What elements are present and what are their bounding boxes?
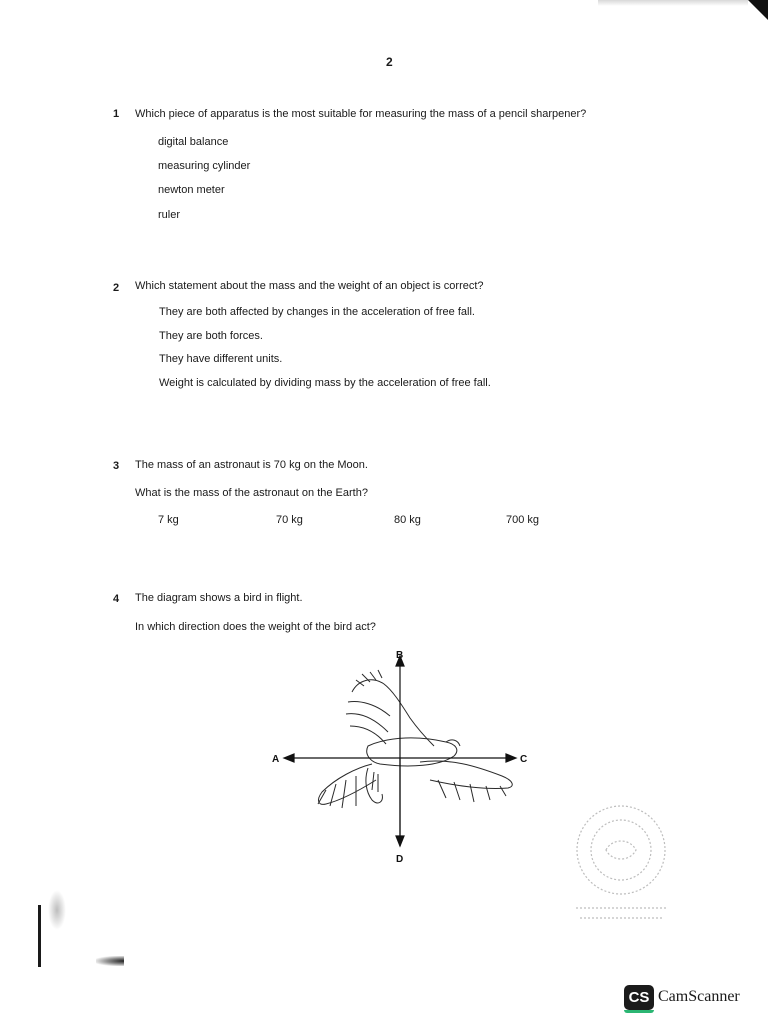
question-1-option: measuring cylinder — [158, 160, 251, 172]
question-2-number: 2 — [113, 282, 120, 294]
question-1-option: ruler — [158, 209, 181, 221]
question-1-text: Which piece of apparatus is the most suitable for measuring the mass of a pencil sharpener? — [135, 108, 587, 120]
camscanner-logo-icon: CS — [624, 985, 654, 1010]
scan-corner-fold — [748, 0, 768, 20]
question-2-option: They are both forces. — [159, 330, 263, 342]
question-4-subtext: In which direction does the weight of the bird act? — [135, 621, 376, 633]
question-3-option: 80 kg — [394, 514, 421, 526]
question-3-number: 3 — [113, 460, 120, 472]
school-stamp — [566, 798, 676, 928]
question-1-option: digital balance — [158, 136, 229, 148]
question-3-option: 70 kg — [276, 514, 303, 526]
bird-illustration — [318, 670, 512, 808]
question-1-option: newton meter — [158, 184, 225, 196]
arrow-left-head — [284, 754, 294, 762]
page-number: 2 — [386, 55, 393, 69]
bird-flight-diagram — [260, 640, 540, 880]
question-3-text: The mass of an astronaut is 70 kg on the Moon. — [135, 459, 368, 471]
question-4-text: The diagram shows a bird in flight. — [135, 592, 303, 604]
direction-label-a: A — [272, 754, 280, 765]
question-3-option: 7 kg — [158, 514, 179, 526]
question-2-option: They have different units. — [159, 353, 283, 365]
direction-label-b: B — [396, 650, 404, 661]
direction-label-d: D — [396, 854, 404, 865]
question-3-subtext: What is the mass of the astronaut on the Earth? — [135, 487, 368, 499]
question-3-option: 700 kg — [506, 514, 540, 526]
question-2-text: Which statement about the mass and the weight of an object is correct? — [135, 280, 484, 292]
question-2-option: Weight is calculated by dividing mass by the acceleration of free fall. — [159, 377, 491, 389]
camscanner-brand: CamScanner — [658, 988, 740, 1005]
arrow-right-head — [506, 754, 516, 762]
direction-label-c: C — [520, 754, 528, 765]
scan-bottom-mark — [96, 956, 124, 966]
scan-edge-mark — [38, 905, 41, 967]
question-2-option: They are both affected by changes in the acceleration of free fall. — [159, 306, 475, 318]
scan-shadow-top — [598, 0, 748, 6]
question-4-number: 4 — [113, 593, 120, 605]
question-1-number: 1 — [113, 108, 120, 120]
scan-smudge — [48, 890, 66, 930]
arrow-down-head — [396, 836, 404, 846]
